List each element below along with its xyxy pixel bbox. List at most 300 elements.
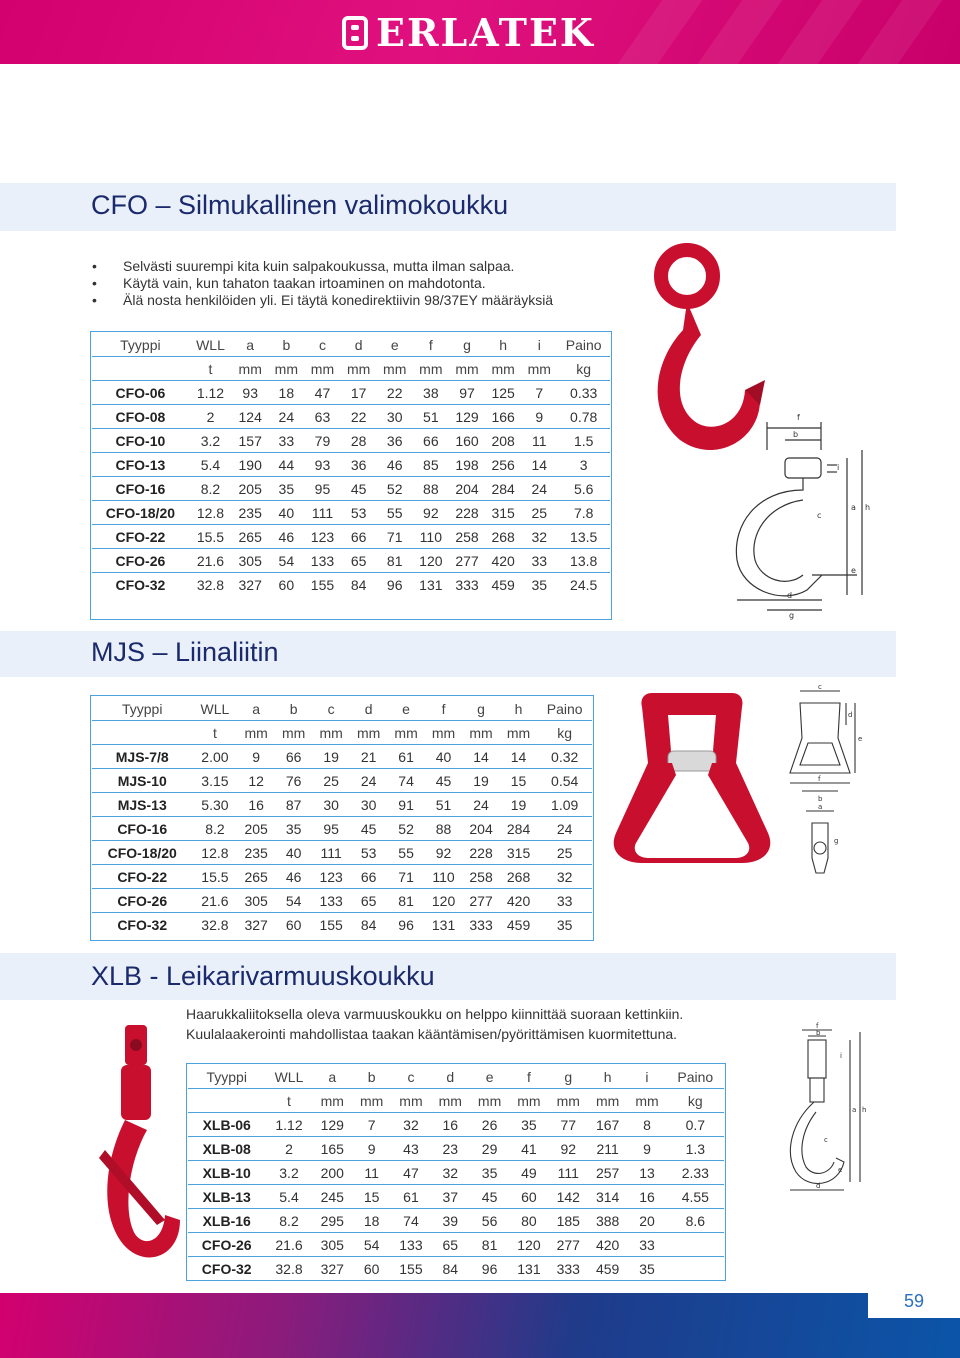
table-row	[92, 889, 592, 913]
value-cell: 265	[237, 865, 275, 889]
value-cell: 35	[275, 817, 312, 841]
svg-text:a: a	[851, 503, 856, 512]
header-cell: mm	[521, 357, 557, 381]
table-row	[92, 769, 592, 793]
header-cell: WLL	[189, 333, 232, 357]
value-cell: 124	[232, 405, 268, 429]
value-cell: 35	[531, 576, 548, 593]
value-cell: 21.6	[189, 549, 232, 573]
type-cell: CFO-10	[92, 429, 189, 453]
cfo-bullet-list	[92, 258, 553, 309]
value-cell: 22	[377, 381, 413, 405]
svg-text:c: c	[817, 511, 822, 520]
svg-text:f: f	[818, 775, 821, 783]
value-cell: 33	[537, 889, 592, 913]
value-cell: 333	[455, 576, 479, 593]
svg-text:f: f	[797, 413, 800, 422]
svg-text:e: e	[851, 566, 856, 575]
header-cell: kg	[537, 721, 592, 745]
header-cell: Tyyppi	[92, 697, 192, 721]
value-cell: 12.8	[192, 841, 237, 865]
header-cell: h	[588, 1065, 627, 1089]
value-cell	[667, 1257, 724, 1281]
value-cell: 142	[549, 1185, 588, 1209]
value-cell: 21.6	[192, 889, 237, 913]
table-row	[92, 745, 592, 769]
svg-text:e: e	[858, 735, 863, 743]
value-cell: 63	[304, 405, 340, 429]
value-cell: 35	[470, 1161, 509, 1185]
value-cell: 16	[431, 1113, 470, 1137]
value-cell: 93	[304, 453, 340, 477]
value-cell: 256	[485, 453, 521, 477]
value-cell: 120	[413, 549, 449, 573]
value-cell: 53	[341, 501, 377, 525]
value-cell: 87	[275, 793, 312, 817]
mjs-dimension-drawing	[780, 683, 870, 878]
header-cell: b	[268, 333, 304, 357]
header-cell: mm	[387, 721, 424, 745]
brand-logo	[342, 10, 595, 55]
value-cell: 24.5	[570, 576, 598, 593]
value-cell: 24	[462, 793, 500, 817]
value-cell: 38	[413, 381, 449, 405]
value-cell: 110	[425, 865, 463, 889]
value-cell: 65	[431, 1233, 470, 1257]
value-cell: 47	[304, 381, 340, 405]
header-cell: mm	[588, 1089, 627, 1113]
header-cell: i	[521, 333, 557, 357]
value-cell: 61	[387, 745, 424, 769]
value-cell: 9	[627, 1137, 666, 1161]
value-cell: 123	[312, 865, 350, 889]
value-cell: 13.8	[557, 549, 610, 573]
header-cell: mm	[470, 1089, 509, 1113]
value-cell: 25	[537, 841, 592, 865]
header-cell: e	[387, 697, 424, 721]
value-cell: 7.8	[557, 501, 610, 525]
xlb-dimension-drawing	[780, 1022, 870, 1197]
value-cell: 74	[391, 1209, 430, 1233]
value-cell: 11	[352, 1161, 391, 1185]
header-cell: a	[237, 697, 275, 721]
value-cell: 15.5	[189, 525, 232, 549]
value-cell: 36	[341, 453, 377, 477]
header-cell: f	[509, 1065, 548, 1089]
value-cell: 18	[352, 1209, 391, 1233]
header-cell: mm	[268, 357, 304, 381]
value-cell: 0.33	[557, 381, 610, 405]
value-cell: 52	[387, 817, 424, 841]
value-cell: 53	[350, 841, 387, 865]
value-cell: 32.8	[201, 916, 229, 933]
value-cell: 44	[268, 453, 304, 477]
value-cell: 46	[268, 525, 304, 549]
value-cell: 190	[232, 453, 268, 477]
value-cell: 17	[341, 381, 377, 405]
value-cell: 0.32	[537, 745, 592, 769]
value-cell: 35	[556, 916, 573, 933]
value-cell: 24	[537, 817, 592, 841]
table-unit-row	[92, 357, 610, 381]
value-cell: 155	[319, 916, 343, 933]
value-cell: 39	[431, 1209, 470, 1233]
type-cell: XLB-10	[188, 1161, 265, 1185]
value-cell: 327	[320, 1260, 344, 1277]
value-cell: 155	[310, 576, 335, 593]
header-cell: mm	[627, 1089, 666, 1113]
header-cell: t	[192, 721, 237, 745]
value-cell: 97	[449, 381, 485, 405]
value-cell: 71	[387, 865, 424, 889]
header-cell: WLL	[192, 697, 237, 721]
value-cell: 61	[391, 1185, 430, 1209]
value-cell: 41	[509, 1137, 548, 1161]
type-cell: CFO-26	[188, 1233, 265, 1257]
value-cell: 388	[588, 1209, 627, 1233]
value-cell: 327	[244, 916, 268, 933]
value-cell: 30	[377, 405, 413, 429]
value-cell: 315	[500, 841, 538, 865]
header-cell: mm	[425, 721, 463, 745]
header-cell: d	[341, 333, 377, 357]
value-cell: 81	[377, 549, 413, 573]
value-cell: 1.3	[667, 1137, 724, 1161]
value-cell: 35	[509, 1113, 548, 1137]
header-cell: mm	[312, 721, 350, 745]
svg-text:g: g	[834, 837, 839, 845]
value-cell: 5.4	[189, 453, 232, 477]
value-cell: 315	[485, 501, 521, 525]
value-cell: 52	[377, 477, 413, 501]
value-cell: 19	[462, 769, 500, 793]
value-cell: 155	[399, 1260, 423, 1277]
svg-text:d: d	[787, 591, 793, 600]
header-cell: mm	[313, 1089, 352, 1113]
svg-text:i: i	[837, 463, 840, 472]
value-cell: 4.55	[667, 1185, 724, 1209]
type-cell: CFO-16	[92, 817, 192, 841]
header-cell: t	[265, 1089, 312, 1113]
header-cell: d	[431, 1065, 470, 1089]
value-cell: 277	[462, 889, 500, 913]
value-cell: 8	[627, 1113, 666, 1137]
value-cell: 5.4	[265, 1185, 312, 1209]
value-cell: 459	[506, 916, 531, 933]
table-row	[92, 573, 610, 597]
value-cell: 245	[313, 1185, 352, 1209]
value-cell: 16	[237, 793, 275, 817]
value-cell: 85	[413, 453, 449, 477]
type-cell: XLB-16	[188, 1209, 265, 1233]
value-cell: 33	[627, 1233, 666, 1257]
header-cell: mm	[377, 357, 413, 381]
value-cell: 60	[509, 1185, 548, 1209]
value-cell: 77	[549, 1113, 588, 1137]
page-header	[0, 0, 960, 64]
value-cell: 84	[360, 916, 377, 933]
value-cell: 160	[449, 429, 485, 453]
svg-text:e: e	[838, 1166, 843, 1174]
table-row	[188, 1161, 724, 1185]
svg-text:d: d	[816, 1182, 821, 1190]
value-cell: 66	[350, 865, 387, 889]
value-cell: 7	[521, 381, 557, 405]
value-cell: 84	[350, 576, 367, 593]
value-cell: 15	[500, 769, 538, 793]
value-cell: 327	[238, 576, 262, 593]
header-cell: b	[275, 697, 312, 721]
header-cell: f	[425, 697, 463, 721]
value-cell: 198	[449, 453, 485, 477]
brand-name: ERLATEK	[376, 10, 595, 55]
value-cell: 228	[462, 841, 500, 865]
value-cell: 45	[341, 477, 377, 501]
type-cell: CFO-22	[92, 525, 189, 549]
value-cell: 79	[304, 429, 340, 453]
table-row	[92, 405, 610, 429]
value-cell: 12.8	[189, 501, 232, 525]
header-cell: i	[627, 1065, 666, 1089]
value-cell: 277	[549, 1233, 588, 1257]
value-cell: 314	[588, 1185, 627, 1209]
table-row	[188, 1113, 724, 1137]
value-cell: 95	[304, 477, 340, 501]
value-cell: 65	[341, 549, 377, 573]
value-cell: 37	[431, 1185, 470, 1209]
value-cell: 2	[265, 1137, 312, 1161]
value-cell: 305	[313, 1233, 352, 1257]
value-cell: 24	[350, 769, 387, 793]
value-cell: 15.5	[192, 865, 237, 889]
header-cell: mm	[391, 1089, 430, 1113]
value-cell: 257	[588, 1161, 627, 1185]
value-cell: 35	[268, 477, 304, 501]
table-row	[188, 1137, 724, 1161]
value-cell: 9	[237, 745, 275, 769]
header-cell: d	[350, 697, 387, 721]
value-cell: 81	[387, 889, 424, 913]
value-cell: 120	[425, 889, 463, 913]
header-cell: mm	[509, 1089, 548, 1113]
value-cell: 111	[304, 501, 340, 525]
value-cell: 96	[481, 1260, 498, 1277]
table-row	[92, 381, 610, 405]
value-cell: 15	[352, 1185, 391, 1209]
bullet-item: • Älä nosta henkilöiden yli. Ei täytä konedirektiivin 98/37EY määräyksiä	[92, 292, 553, 309]
table-row	[92, 525, 610, 549]
header-cell: mm	[449, 357, 485, 381]
value-cell: 258	[449, 525, 485, 549]
value-cell: 185	[549, 1209, 588, 1233]
value-cell: 333	[469, 916, 493, 933]
svg-text:g: g	[789, 611, 795, 620]
value-cell: 110	[413, 525, 449, 549]
value-cell: 18	[268, 381, 304, 405]
header-cell: mm	[500, 721, 538, 745]
type-cell: CFO-13	[92, 453, 189, 477]
value-cell: 131	[419, 576, 443, 593]
value-cell: 235	[237, 841, 275, 865]
value-cell: 81	[470, 1233, 509, 1257]
header-cell: e	[377, 333, 413, 357]
value-cell: 129	[449, 405, 485, 429]
type-cell: MJS-10	[92, 769, 192, 793]
table-row	[92, 841, 592, 865]
value-cell: 24	[268, 405, 304, 429]
value-cell: 96	[398, 916, 414, 933]
value-cell: 1.12	[189, 381, 232, 405]
value-cell: 8.2	[192, 817, 237, 841]
value-cell: 54	[352, 1233, 391, 1257]
value-cell: 80	[509, 1209, 548, 1233]
value-cell: 333	[556, 1260, 580, 1277]
header-cell: mm	[304, 357, 340, 381]
header-cell: g	[462, 697, 500, 721]
type-cell: XLB-08	[188, 1137, 265, 1161]
svg-text:d: d	[848, 711, 853, 719]
value-cell: 5.30	[192, 793, 237, 817]
type-cell: CFO-16	[92, 477, 189, 501]
value-cell: 88	[413, 477, 449, 501]
table-unit-row	[188, 1089, 724, 1113]
table-row	[92, 453, 610, 477]
value-cell: 111	[312, 841, 350, 865]
value-cell: 29	[470, 1137, 509, 1161]
value-cell: 133	[312, 889, 350, 913]
value-cell: 13.5	[557, 525, 610, 549]
value-cell: 49	[509, 1161, 548, 1185]
svg-text:b: b	[816, 1029, 821, 1037]
value-cell: 40	[425, 745, 463, 769]
table-row	[92, 793, 592, 817]
type-cell: XLB-13	[188, 1185, 265, 1209]
value-cell: 56	[470, 1209, 509, 1233]
value-cell: 120	[509, 1233, 548, 1257]
value-cell: 14	[500, 745, 538, 769]
value-cell: 45	[470, 1185, 509, 1209]
value-cell: 33	[268, 429, 304, 453]
xlb-hook-image	[95, 1020, 185, 1275]
value-cell: 1.09	[537, 793, 592, 817]
header-cell: b	[352, 1065, 391, 1089]
value-cell: 235	[232, 501, 268, 525]
header-cell: f	[413, 333, 449, 357]
value-cell: 305	[232, 549, 268, 573]
section-title-cfo: CFO – Silmukallinen valimokoukku	[91, 190, 509, 220]
header-cell: c	[304, 333, 340, 357]
header-cell: kg	[667, 1089, 724, 1113]
value-cell: 23	[431, 1137, 470, 1161]
table-row	[92, 913, 592, 937]
value-cell: 28	[341, 429, 377, 453]
value-cell: 420	[485, 549, 521, 573]
value-cell: 8.2	[265, 1209, 312, 1233]
table-header-row	[92, 697, 592, 721]
value-cell: 284	[485, 477, 521, 501]
value-cell: 5.6	[557, 477, 610, 501]
value-cell: 76	[275, 769, 312, 793]
header-cell: Paino	[537, 697, 592, 721]
header-cell: c	[312, 697, 350, 721]
value-cell: 204	[449, 477, 485, 501]
table-row	[92, 429, 610, 453]
value-cell: 66	[275, 745, 312, 769]
svg-text:i: i	[840, 1052, 842, 1060]
mjs-spec-table	[92, 697, 592, 936]
value-cell: 133	[391, 1233, 430, 1257]
value-cell: 32	[431, 1161, 470, 1185]
value-cell: 420	[500, 889, 538, 913]
value-cell: 66	[341, 525, 377, 549]
svg-text:b: b	[818, 795, 823, 803]
value-cell: 46	[377, 453, 413, 477]
header-cell: Paino	[667, 1065, 724, 1089]
value-cell: 13	[627, 1161, 666, 1185]
svg-text:a: a	[818, 803, 823, 811]
type-cell: CFO-26	[92, 889, 192, 913]
type-cell: CFO-18/20	[92, 841, 192, 865]
value-cell: 88	[425, 817, 463, 841]
header-cell: mm	[485, 357, 521, 381]
section-title-mjs: MJS – Liinaliitin	[91, 637, 279, 667]
value-cell: 92	[413, 501, 449, 525]
value-cell: 208	[485, 429, 521, 453]
value-cell: 91	[387, 793, 424, 817]
value-cell: 25	[521, 501, 557, 525]
header-cell: g	[449, 333, 485, 357]
value-cell: 60	[278, 576, 295, 593]
value-cell: 205	[232, 477, 268, 501]
value-cell: 92	[549, 1137, 588, 1161]
value-cell: 166	[485, 405, 521, 429]
value-cell: 60	[285, 916, 302, 933]
cfo-spec-table	[92, 333, 610, 596]
svg-text:b: b	[793, 430, 799, 439]
value-cell: 3.2	[265, 1161, 312, 1185]
value-cell: 32.8	[196, 576, 225, 593]
value-cell: 19	[312, 745, 350, 769]
value-cell: 0.54	[537, 769, 592, 793]
header-cell: kg	[557, 357, 610, 381]
value-cell: 60	[363, 1260, 380, 1277]
type-cell: MJS-7/8	[92, 745, 192, 769]
value-cell: 32.8	[275, 1260, 303, 1277]
header-cell	[92, 357, 189, 381]
value-cell: 131	[431, 916, 456, 933]
value-cell: 16	[627, 1185, 666, 1209]
page-footer	[0, 1293, 960, 1358]
value-cell: 21	[350, 745, 387, 769]
value-cell: 133	[304, 549, 340, 573]
type-cell: CFO-06	[92, 381, 189, 405]
value-cell: 2	[189, 405, 232, 429]
value-cell: 55	[377, 501, 413, 525]
table-row	[188, 1185, 724, 1209]
page-number: 59	[868, 1284, 960, 1318]
type-cell: XLB-06	[188, 1113, 265, 1137]
value-cell: 26	[470, 1113, 509, 1137]
value-cell: 459	[491, 576, 515, 593]
type-cell: CFO-22	[92, 865, 192, 889]
value-cell: 32	[537, 865, 592, 889]
header-cell: Tyyppi	[92, 333, 189, 357]
value-cell: 47	[391, 1161, 430, 1185]
svg-text:h: h	[865, 503, 871, 512]
value-cell: 71	[377, 525, 413, 549]
header-cell: h	[485, 333, 521, 357]
value-cell: 51	[413, 405, 449, 429]
